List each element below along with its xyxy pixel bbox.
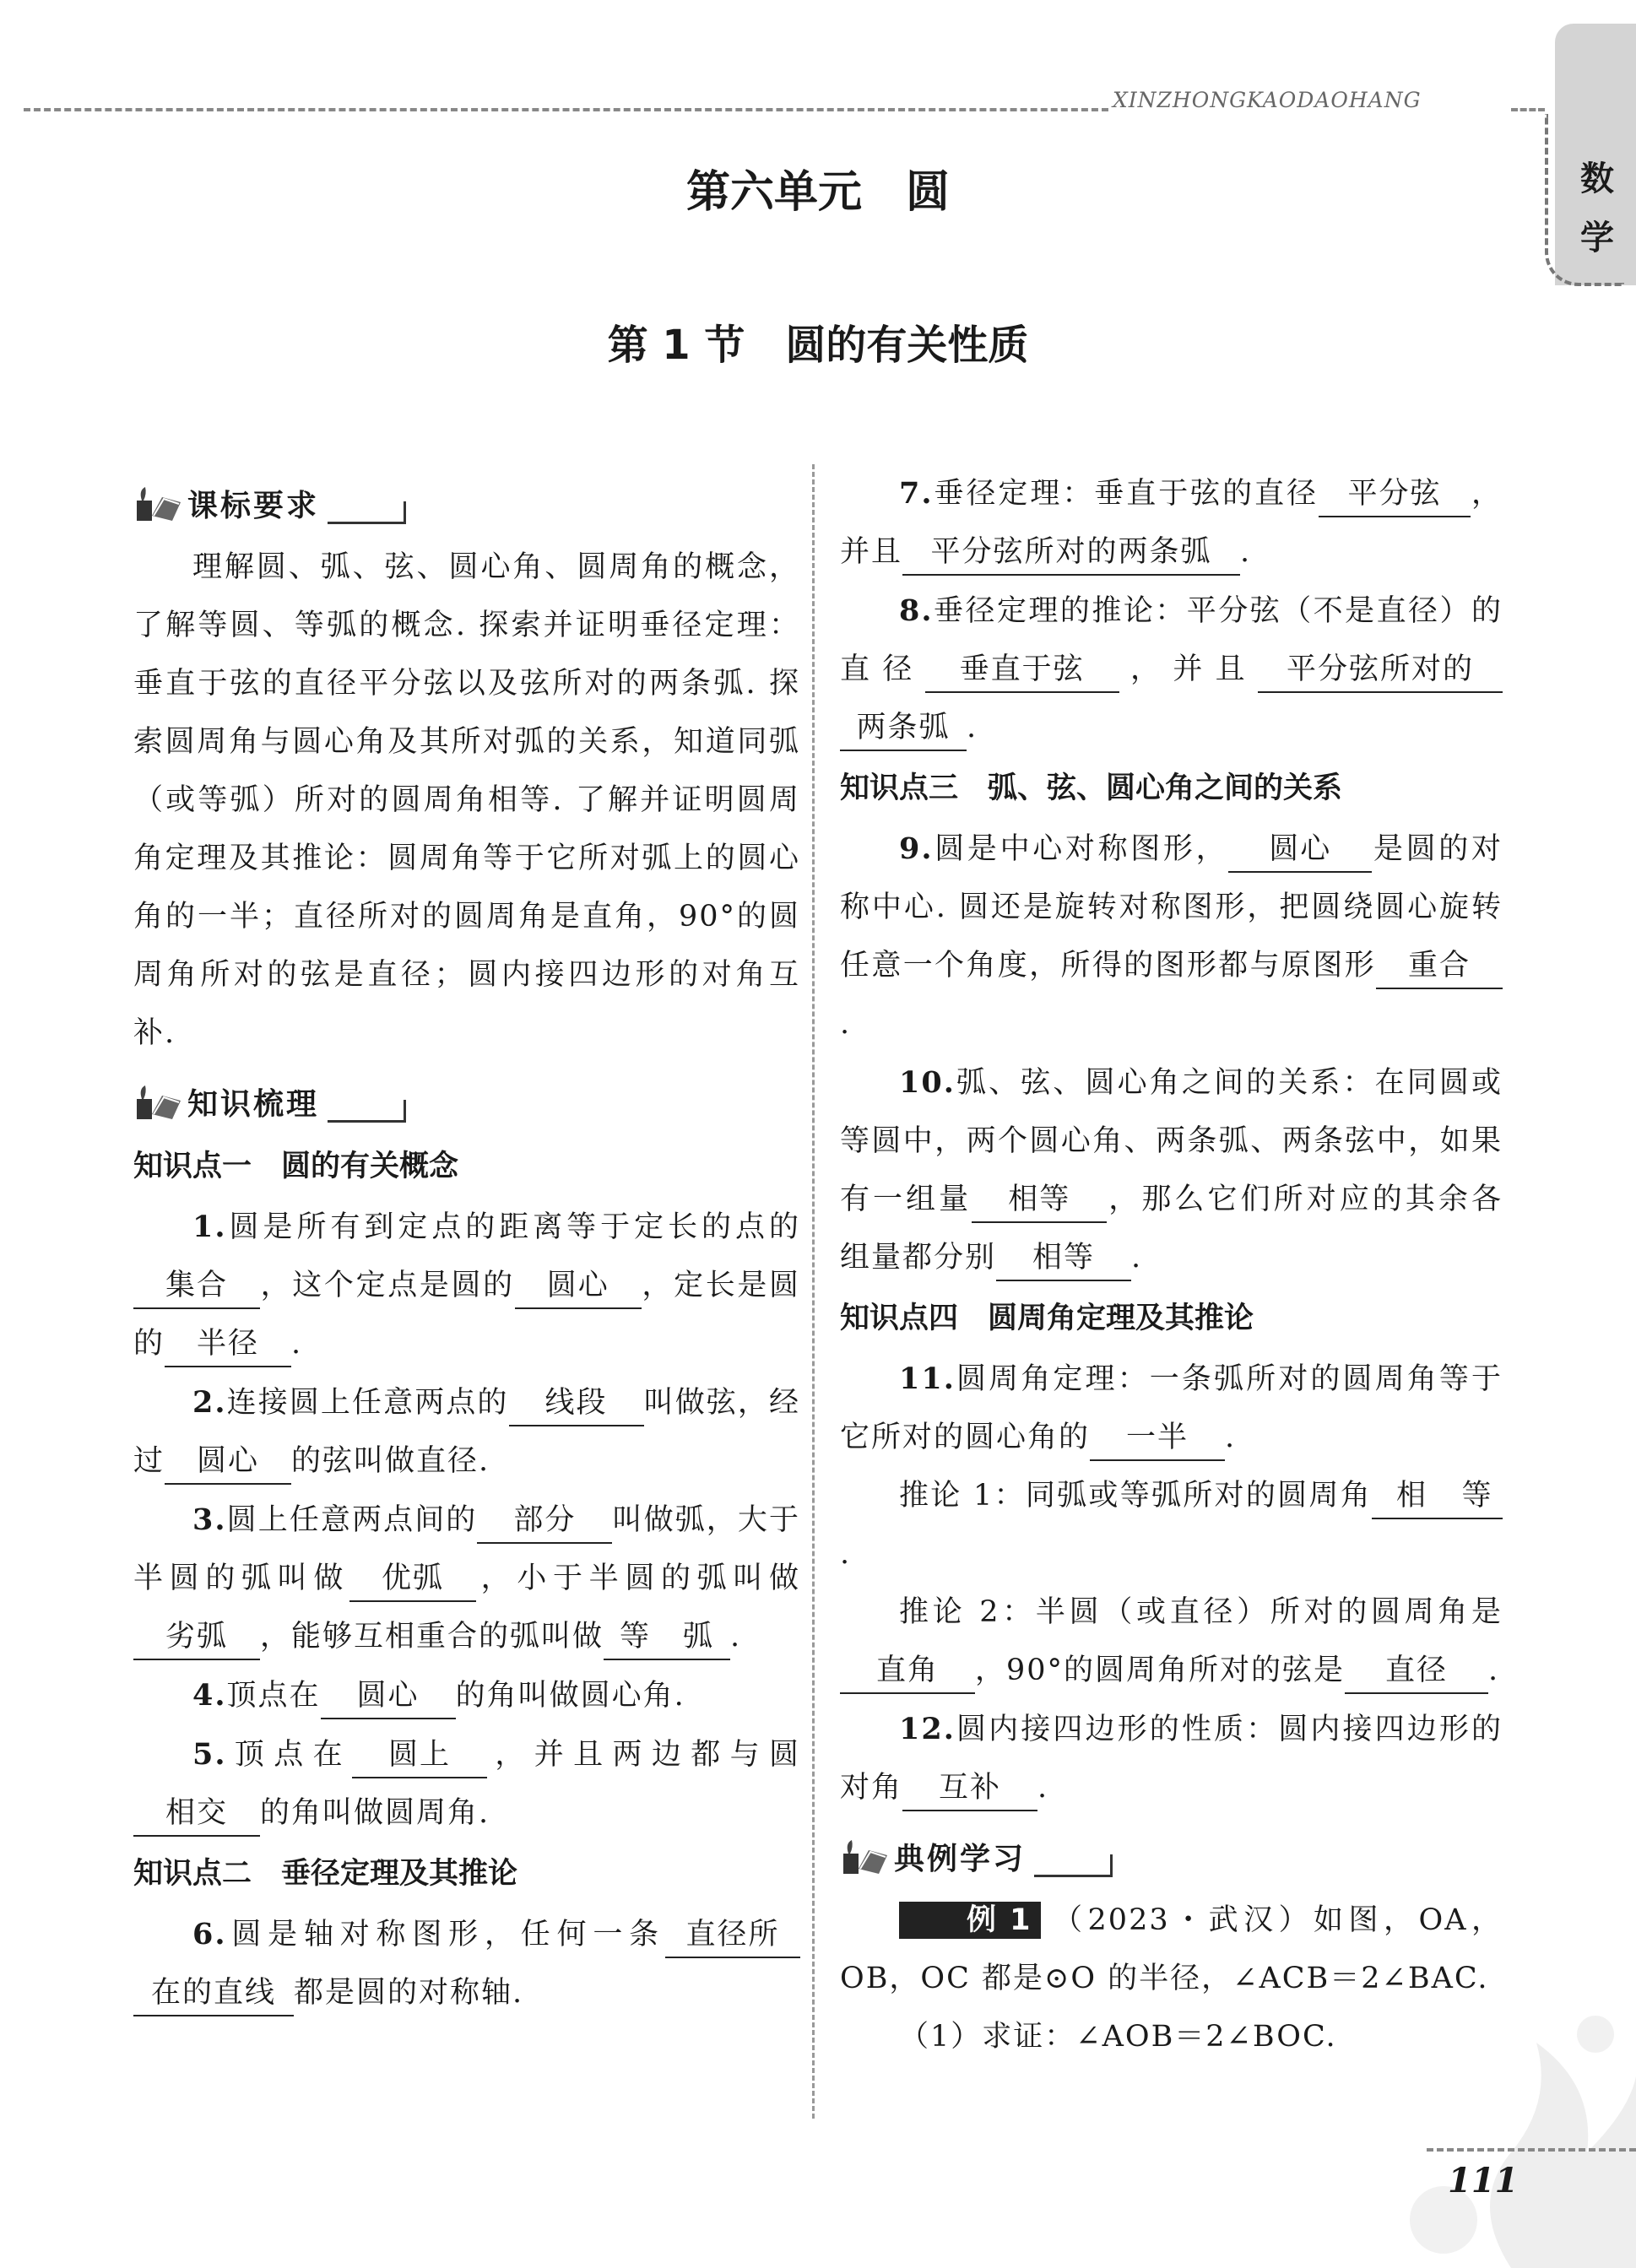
unit-title: 第六单元 圆 [685,167,950,218]
book-plant-icon [133,1080,182,1123]
book-plant-icon [133,482,182,524]
blank-answer: 重合 [1376,944,1503,989]
knowledge-point-4-heading: 知识点四 圆周角定理及其推论 [840,1302,1254,1335]
blank-answer: 等 [1452,1474,1503,1519]
section-bracket [328,501,406,524]
decorative-splash [1342,2009,1636,2268]
running-header: XINZHONGKAODAOHANG [1113,88,1422,112]
blank-answer: 相等 [972,1177,1107,1223]
blank-answer: 一半 [1090,1415,1225,1461]
header-dashed-rule-end [1511,108,1545,111]
item-6: 6.圆是轴对称图形，任何一条 直径所在的直线 都是圆的对称轴. [133,1905,800,2022]
item-3: 3.圆上任意两点间的 部分 叫做弧，大于半圆的弧叫做 优弧 ，小于半圆的弧叫做劣弧 ，能够互相重合的弧叫做 等 弧 . [133,1491,800,1666]
blank-answer: 圆心 [1228,827,1372,873]
right-column [840,464,1503,2066]
blank-answer: 相 [1372,1474,1452,1519]
blank-answer: 在的直线 [133,1971,294,2016]
blank-answer: 相等 [996,1236,1131,1281]
blank-answer: 部分 [477,1498,612,1544]
blank-answer: 直角 [840,1648,975,1694]
blank-answer: 圆心 [165,1439,291,1485]
section-header-knowledge [133,1071,800,1132]
blank-answer: 圆上 [352,1733,487,1778]
knowledge-point-1-heading: 知识点一 圆的有关概念 [133,1150,459,1183]
item-7: 7.垂径定理：垂直于弦的直径 平分弦 ，并且 平分弦所对的两条弧 . [840,464,1503,582]
corollary-2: 推论 2：半圆（或直径）所对的圆周角是直角 ，90°的圆周角所对的弦是 直径 . [840,1583,1503,1700]
blank-answer: 直径 [1345,1648,1488,1694]
blank-answer: 集合 [133,1264,260,1309]
item-9: 9.圆是中心对称图形， 圆心 是圆的对称中心. 圆还是旋转对称图形，把圆绕圆心旋转任意一个角度，所得的图形都与原图形 重合. [840,820,1503,1053]
blank-answer: 平分弦 [1319,472,1471,517]
blank-answer: 圆心 [321,1674,456,1719]
blank-answer: 线段 [509,1381,644,1426]
blank-answer: 相交 [133,1791,260,1837]
corollary-1: 推论 1：同弧或等弧所对的圆周角 相 等. [840,1467,1503,1583]
subject-tab-char-1: 数 [1580,160,1614,198]
blank-answer: 平分弦所对的 [1258,647,1503,693]
header-dashed-rule [24,108,1108,111]
example-tag: 例 1 [899,1902,1041,1939]
item-12: 12.圆内接四边形的性质：圆内接四边形的对角 互补 . [840,1700,1503,1817]
item-2: 2.连接圆上任意两点的 线段 叫做弦，经过 圆心 的弦叫做直径. [133,1373,800,1491]
blank-answer: 半径 [165,1322,291,1367]
footer-dashed-rule [1427,2148,1636,2152]
example-1-question-1: （1）求证：∠AOB＝2∠BOC. [899,2020,1337,2054]
blank-answer: 劣弧 [133,1615,260,1660]
item-4: 4.顶点在 圆心 的角叫做圆心角. [133,1666,800,1725]
section-header-requirements [133,473,800,533]
subject-tab-char-2: 学 [1580,219,1614,257]
item-1: 1.圆是所有到定点的距离等于定长的点的集合 ，这个定点是圆的 圆心 ，定长是圆的 半径 . [133,1198,800,1373]
section-label: 知识梳理 [187,1086,320,1122]
blank-answer: 垂直于弦 [925,647,1119,693]
item-11: 11.圆周角定理：一条弧所对的圆周角等于它所对的圆心角的 一半 . [840,1350,1503,1467]
blank-answer: 直径所 [665,1913,800,1958]
blank-answer: 平分弦所对的两条弧 [902,530,1240,576]
section-header-examples [840,1826,1503,1886]
section-label: 课标要求 [187,488,320,523]
item-5: 5.顶点在 圆上 ，并且两边都与圆相交 的角叫做圆周角. [133,1725,800,1843]
blank-answer: 圆心 [515,1264,642,1309]
section-bracket [328,1100,406,1123]
book-plant-icon [840,1835,889,1877]
blank-answer: 互补 [902,1766,1037,1811]
page-number: 111 [1448,2161,1519,2200]
knowledge-point-2-heading: 知识点二 垂径定理及其推论 [133,1857,518,1891]
section-bracket [1034,1854,1113,1877]
item-10: 10.弧、弦、圆心角之间的关系：在同圆或等圆中，两个圆心角、两条弧、两条弦中，如果有一组量 相等 ，那么它们所对应的其余各组量都分别 相等 . [840,1053,1503,1287]
blank-answer: 优弧 [349,1556,476,1602]
left-column [133,464,800,2022]
knowledge-point-3-heading: 知识点三 弧、弦、圆心角之间的关系 [840,771,1343,805]
example-1-stem: 例 1 （2023・武汉）如图，OA，OB，OC 都是⊙O 的半径，∠ACB＝2∠BAC. [840,1903,1503,1995]
section-title: 第 1 节 圆的有关性质 [607,322,1029,369]
item-8: 8.垂径定理的推论：平分弦（不是直径）的直径 垂直于弦 ，并且 平分弦所对的两条弧 . [840,582,1503,757]
blank-answer: 弧 [667,1615,730,1660]
blank-answer: 两条弧 [840,706,967,751]
blank-answer: 等 [604,1615,667,1660]
column-divider [812,464,815,2119]
requirement-text: 理解圆、弧、弦、圆心角、圆周角的概念，了解等圆、等弧的概念. 探索并证明垂径定理：垂直于弦的直径平分弦以及弦所对的两条弧. 探索圆周角与圆心角及其所对弧的关系，知道同弧（或等弧）所对的圆周角相等. 了解并证明圆周角定理及其推论：圆周角等于它所对弧上的圆心角的一半；直径所对的圆周角是直角，90°的圆周角所对的弦是直径；圆内接四边形的对角互补. [133,550,800,1050]
section-label: 典例学习 [894,1841,1027,1876]
